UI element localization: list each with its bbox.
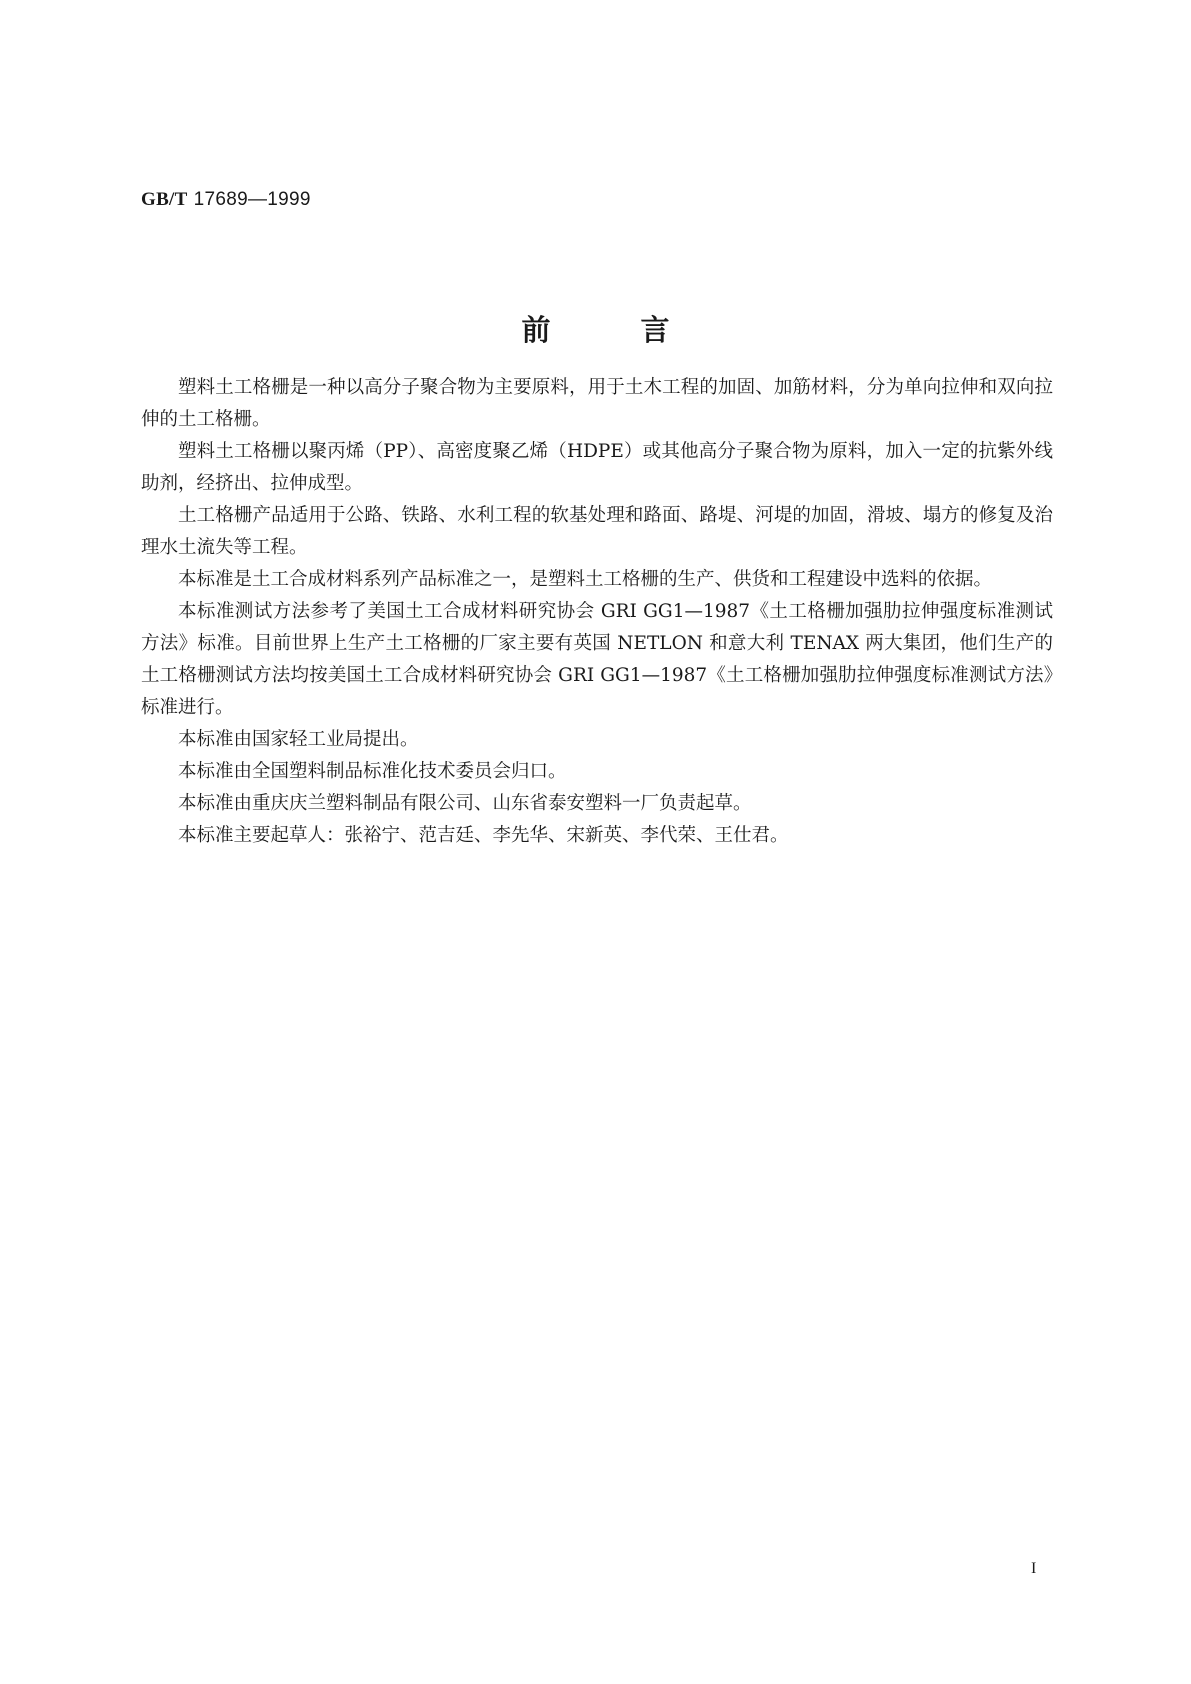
paragraph: 本标准由国家轻工业局提出。 [178, 729, 419, 750]
paragraph: 土工格栅产品适用于公路、铁路、水利工程的软基处理和路面、路堤、河堤的加固，滑坡、塌方的修复及治理水土流失等工程。 [141, 505, 1053, 558]
paragraph: 塑料土工格栅是一种以高分子聚合物为主要原料，用于土木工程的加固、加筋材料，分为单向拉伸和双向拉伸的土工格栅。 [141, 377, 1053, 430]
page-number: I [1031, 1560, 1037, 1577]
paragraph: 本标准测试方法参考了美国土工合成材料研究协会 GRI GG1—1987《土工格栅加强肋拉伸强度标准测试方法》标准。目前世界上生产土工格栅的厂家主要有英国 NETLON 和意大利 TENAX 两大集团，他们生产的土工格栅测试方法均按美国土工合成材料研究协会 GRI GG1—1987《土工格栅加强肋拉伸强度标准测试方法》标准进行。 [141, 601, 1053, 718]
paragraph: 本标准由重庆庆兰塑料制品有限公司、山东省泰安塑料一厂负责起草。 [178, 793, 752, 814]
standard-code [141, 188, 311, 211]
page-title: 前言 [521, 313, 760, 347]
paragraph: 本标准主要起草人：张裕宁、范吉廷、李先华、宋新英、李代荣、王仕君。 [178, 825, 789, 846]
paragraph: 塑料土工格栅以聚丙烯（PP）、高密度聚乙烯（HDPE）或其他高分子聚合物为原料，加入一定的抗紫外线助剂，经挤出、拉伸成型。 [141, 441, 1053, 494]
foreword-body [141, 372, 1053, 852]
paragraph: 本标准是土工合成材料系列产品标准之一，是塑料土工格栅的生产、供货和工程建设中选料的依据。 [178, 569, 993, 590]
standard-number: 17689—1999 [193, 189, 311, 210]
paragraph: 本标准由全国塑料制品标准化技术委员会归口。 [178, 761, 567, 782]
standard-prefix: GB/T [141, 189, 188, 210]
